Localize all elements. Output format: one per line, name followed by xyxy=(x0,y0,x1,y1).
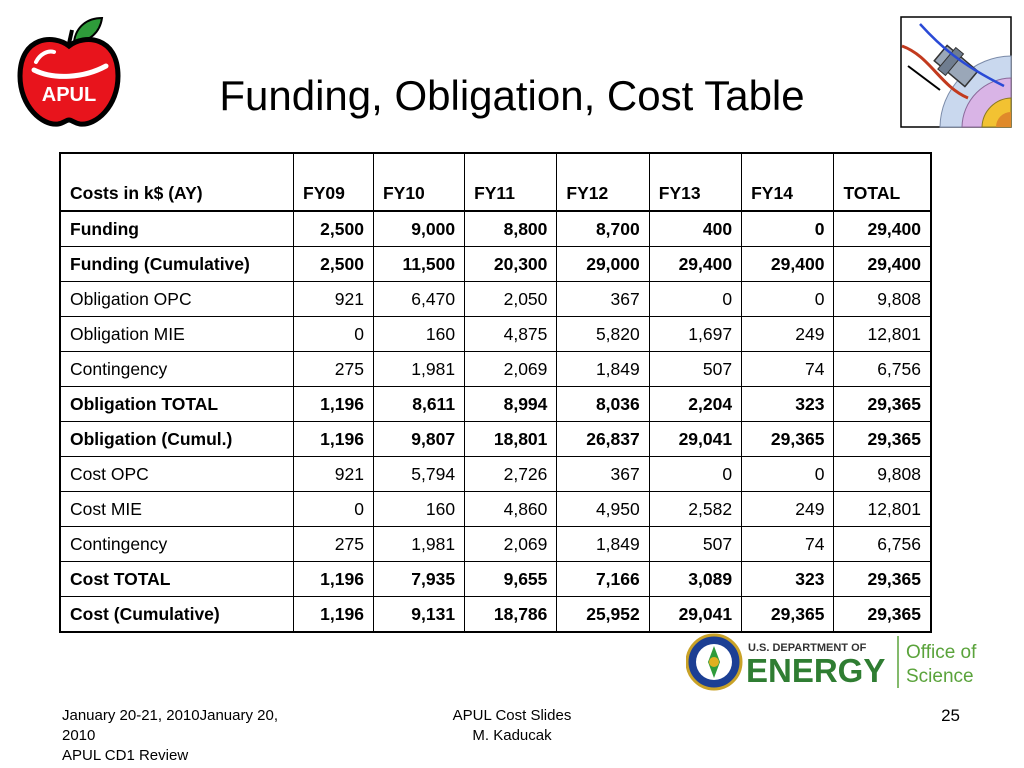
value-cell: 18,801 xyxy=(465,422,557,457)
value-cell: 6,470 xyxy=(373,282,464,317)
value-cell: 4,950 xyxy=(557,492,649,527)
table-row xyxy=(60,317,931,352)
value-cell: 1,196 xyxy=(294,597,374,633)
value-cell: 507 xyxy=(649,352,741,387)
detector-illustration xyxy=(900,16,1012,128)
column-header: FY14 xyxy=(742,153,834,211)
value-cell: 1,196 xyxy=(294,387,374,422)
table-row xyxy=(60,492,931,527)
value-cell: 323 xyxy=(742,387,834,422)
value-cell: 9,808 xyxy=(834,457,931,492)
table-row xyxy=(60,282,931,317)
value-cell: 160 xyxy=(373,492,464,527)
row-label-cell: Obligation OPC xyxy=(60,282,294,317)
value-cell: 29,400 xyxy=(834,247,931,282)
footer-slides-title: APUL Cost Slides xyxy=(452,707,572,724)
value-cell: 7,166 xyxy=(557,562,649,597)
value-cell: 249 xyxy=(742,492,834,527)
column-header: FY10 xyxy=(373,153,464,211)
value-cell: 1,196 xyxy=(294,422,374,457)
table-row xyxy=(60,211,931,247)
value-cell: 0 xyxy=(294,492,374,527)
value-cell: 7,935 xyxy=(373,562,464,597)
value-cell: 0 xyxy=(742,211,834,247)
value-cell: 29,365 xyxy=(834,387,931,422)
value-cell: 367 xyxy=(557,457,649,492)
value-cell: 367 xyxy=(557,282,649,317)
value-cell: 2,500 xyxy=(294,211,374,247)
column-header: FY11 xyxy=(465,153,557,211)
value-cell: 921 xyxy=(294,457,374,492)
value-cell: 0 xyxy=(742,282,834,317)
value-cell: 2,204 xyxy=(649,387,741,422)
value-cell: 11,500 xyxy=(373,247,464,282)
value-cell: 5,794 xyxy=(373,457,464,492)
footer-event-line: APUL CD1 Review xyxy=(62,747,189,764)
value-cell: 0 xyxy=(649,457,741,492)
table-row xyxy=(60,352,931,387)
value-cell: 12,801 xyxy=(834,492,931,527)
value-cell: 1,981 xyxy=(373,352,464,387)
footer-date-line2: 2010 xyxy=(62,727,96,744)
value-cell: 1,849 xyxy=(557,352,649,387)
value-cell: 74 xyxy=(742,527,834,562)
doe-department-line: U.S. DEPARTMENT OF xyxy=(748,642,867,654)
value-cell: 8,611 xyxy=(373,387,464,422)
table-row xyxy=(60,457,931,492)
row-label-cell: Cost (Cumulative) xyxy=(60,597,294,633)
value-cell: 2,069 xyxy=(465,352,557,387)
row-label-cell: Contingency xyxy=(60,352,294,387)
value-cell: 400 xyxy=(649,211,741,247)
value-cell: 29,365 xyxy=(834,562,931,597)
footer-date-line1: January 20-21, 2010January 20, xyxy=(62,707,278,724)
value-cell: 275 xyxy=(294,527,374,562)
value-cell: 29,365 xyxy=(834,597,931,633)
value-cell: 160 xyxy=(373,317,464,352)
slide-title: Funding, Obligation, Cost Table xyxy=(219,72,805,119)
value-cell: 0 xyxy=(294,317,374,352)
science-line: Science xyxy=(906,666,974,687)
table-body xyxy=(60,211,931,632)
value-cell: 5,820 xyxy=(557,317,649,352)
value-cell: 323 xyxy=(742,562,834,597)
funding-table xyxy=(59,152,932,633)
value-cell: 2,726 xyxy=(465,457,557,492)
footer-author: M. Kaducak xyxy=(472,727,552,744)
row-label-cell: Cost MIE xyxy=(60,492,294,527)
value-cell: 12,801 xyxy=(834,317,931,352)
row-label-cell: Funding xyxy=(60,211,294,247)
value-cell: 8,994 xyxy=(465,387,557,422)
value-cell: 9,808 xyxy=(834,282,931,317)
value-cell: 29,400 xyxy=(649,247,741,282)
value-cell: 1,196 xyxy=(294,562,374,597)
value-cell: 2,582 xyxy=(649,492,741,527)
table-header-row xyxy=(60,153,931,211)
row-label-cell: Obligation (Cumul.) xyxy=(60,422,294,457)
value-cell: 29,365 xyxy=(834,422,931,457)
value-cell: 921 xyxy=(294,282,374,317)
value-cell: 29,365 xyxy=(742,422,834,457)
apul-logo-text: APUL xyxy=(41,84,97,106)
column-header: TOTAL xyxy=(834,153,931,211)
value-cell: 26,837 xyxy=(557,422,649,457)
table-row xyxy=(60,422,931,457)
value-cell: 9,807 xyxy=(373,422,464,457)
value-cell: 2,500 xyxy=(294,247,374,282)
column-header: FY13 xyxy=(649,153,741,211)
value-cell: 2,069 xyxy=(465,527,557,562)
column-header: FY09 xyxy=(294,153,374,211)
value-cell: 29,400 xyxy=(742,247,834,282)
row-label-cell: Cost TOTAL xyxy=(60,562,294,597)
page-number: 25 xyxy=(941,706,960,725)
value-cell: 6,756 xyxy=(834,527,931,562)
value-cell: 275 xyxy=(294,352,374,387)
row-label-cell: Obligation TOTAL xyxy=(60,387,294,422)
footer-date-event xyxy=(62,706,322,766)
table-row xyxy=(60,597,931,633)
row-label-cell: Contingency xyxy=(60,527,294,562)
value-cell: 4,875 xyxy=(465,317,557,352)
value-cell: 29,041 xyxy=(649,422,741,457)
value-cell: 29,041 xyxy=(649,597,741,633)
value-cell: 29,000 xyxy=(557,247,649,282)
column-header: FY12 xyxy=(557,153,649,211)
row-label-cell: Obligation MIE xyxy=(60,317,294,352)
value-cell: 29,400 xyxy=(834,211,931,247)
value-cell: 20,300 xyxy=(465,247,557,282)
column-header: Costs in k$ (AY) xyxy=(60,153,294,211)
row-label-cell: Cost OPC xyxy=(60,457,294,492)
value-cell: 249 xyxy=(742,317,834,352)
value-cell: 6,756 xyxy=(834,352,931,387)
value-cell: 3,089 xyxy=(649,562,741,597)
value-cell: 29,365 xyxy=(742,597,834,633)
value-cell: 507 xyxy=(649,527,741,562)
value-cell: 4,860 xyxy=(465,492,557,527)
value-cell: 8,036 xyxy=(557,387,649,422)
doe-energy-word: ENERGY xyxy=(746,652,886,689)
office-of-line: Office of xyxy=(906,642,977,663)
table-row xyxy=(60,562,931,597)
value-cell: 8,800 xyxy=(465,211,557,247)
value-cell: 1,981 xyxy=(373,527,464,562)
value-cell: 0 xyxy=(649,282,741,317)
doe-office-of-science-logo xyxy=(686,632,988,692)
value-cell: 2,050 xyxy=(465,282,557,317)
value-cell: 74 xyxy=(742,352,834,387)
value-cell: 25,952 xyxy=(557,597,649,633)
value-cell: 8,700 xyxy=(557,211,649,247)
apple-body xyxy=(20,40,118,125)
footer-center-text xyxy=(400,706,624,746)
value-cell: 9,000 xyxy=(373,211,464,247)
row-label-cell: Funding (Cumulative) xyxy=(60,247,294,282)
value-cell: 18,786 xyxy=(465,597,557,633)
table-row xyxy=(60,247,931,282)
table-row xyxy=(60,387,931,422)
value-cell: 9,655 xyxy=(465,562,557,597)
value-cell: 1,849 xyxy=(557,527,649,562)
value-cell: 1,697 xyxy=(649,317,741,352)
apul-apple-logo xyxy=(14,14,124,130)
value-cell: 0 xyxy=(742,457,834,492)
table-row xyxy=(60,527,931,562)
value-cell: 9,131 xyxy=(373,597,464,633)
